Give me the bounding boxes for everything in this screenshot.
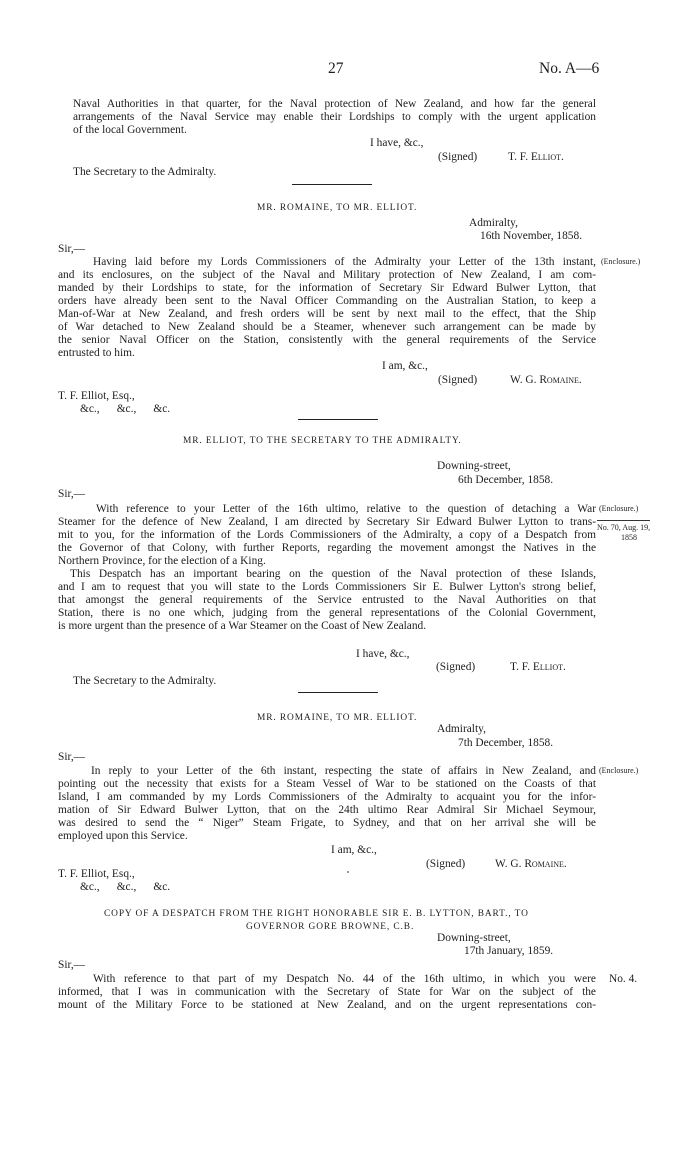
addressee: The Secretary to the Admiralty. bbox=[73, 675, 217, 687]
body-line: the senior Naval Officer on the Station, consistently with the general requirements of the Service bbox=[58, 334, 596, 346]
body-line: and its enclosures, on the subject of the Naval and Military protection of New Zealand, I am com- bbox=[58, 269, 596, 281]
letter-heading: MR. ROMAINE, TO MR. ELLIOT. bbox=[257, 713, 418, 723]
body-line: Island, I am commanded by my Lords Commissioners of the Admiralty to acquaint you for the infor- bbox=[58, 791, 596, 803]
salutation: Sir,— bbox=[58, 751, 86, 763]
body-line: Station, there is no one which, judging from the general representations of the Colonial Government, bbox=[58, 607, 596, 619]
letter-place: Admiralty, bbox=[469, 217, 518, 229]
closing: I have, &c., bbox=[370, 137, 424, 149]
ink-speck bbox=[347, 871, 349, 873]
salutation: Sir,— bbox=[58, 959, 86, 971]
letter-heading: COPY OF A DESPATCH FROM THE RIGHT HONORABLE SIR E. B. LYTTON, BART., TO bbox=[104, 909, 529, 919]
letter-heading-line-2: GOVERNOR GORE BROWNE, C.B. bbox=[246, 922, 415, 932]
letter-date: 17th January, 1859. bbox=[464, 945, 554, 957]
body-line: orders have already been sent to the Naval Officer Commanding on the Australian Station, to keep a bbox=[58, 295, 596, 307]
body-line: and I am to request that you will state to the Lords Commissioners Sir E. Bulwer Lytton's strong belief, bbox=[58, 581, 596, 593]
addressee-etc: &c., &c., &c. bbox=[80, 403, 171, 415]
body-line: manded by their Lordships to state, for the information of Secretary Sir Edward Bulwer Lytton, that bbox=[58, 282, 596, 294]
body-line: Naval Authorities in that quarter, for the Naval protection of New Zealand, and how far the general bbox=[73, 98, 596, 110]
body-line: Having laid before my Lords Commissioners of the Admiralty your Letter of the 13th instant, bbox=[93, 256, 596, 268]
body-line: arrangements of the Naval Service may enable their Lordships to comply with the urgent application bbox=[73, 111, 596, 123]
body-line: Steamer for the defence of New Zealand, I am directed by Secretary Sir Edward Bulwer Lytton to trans- bbox=[58, 516, 596, 528]
signatory: W. G. Romaine. bbox=[495, 858, 567, 870]
signatory: T. F. Elliot. bbox=[508, 151, 564, 163]
closing: I have, &c., bbox=[356, 648, 410, 660]
margin-note-enclosure: (Enclosure.) bbox=[599, 504, 639, 513]
body-line: that amongst the general requirements of the Service entrusted to the Naval Authorities on that bbox=[58, 594, 596, 606]
signatory: W. G. Romaine. bbox=[510, 374, 582, 386]
margin-note-enclosure: (Enclosure.) bbox=[601, 257, 641, 266]
letter-place: Downing-street, bbox=[437, 932, 511, 944]
margin-note-enclosure: (Enclosure.) bbox=[599, 766, 639, 775]
body-line: With reference to your Letter of the 16th ultimo, relative to the question of detaching a War bbox=[96, 503, 596, 515]
body-line: the Governor of that Colony, with further Reports, regarding the movement amongst the Natives in the bbox=[58, 542, 596, 554]
addressee: The Secretary to the Admiralty. bbox=[73, 166, 217, 178]
salutation: Sir,— bbox=[58, 488, 86, 500]
letter-place: Admiralty, bbox=[437, 723, 486, 735]
body-line: of the local Government. bbox=[73, 124, 187, 136]
body-line: In reply to your Letter of the 6th instant, respecting the state of affairs in New Zealand, and bbox=[91, 765, 596, 777]
signed-label: (Signed) bbox=[436, 661, 476, 673]
letter-date: 7th December, 1858. bbox=[458, 737, 554, 749]
margin-note-year: 1858 bbox=[621, 533, 637, 542]
letter-date: 16th November, 1858. bbox=[480, 230, 583, 242]
signed-label: (Signed) bbox=[438, 151, 478, 163]
margin-note-reference: No. 4. bbox=[609, 973, 638, 985]
addressee: T. F. Elliot, Esq., bbox=[58, 868, 135, 880]
letter-place: Downing-street, bbox=[437, 460, 511, 472]
body-line: With reference to that part of my Despatch No. 44 of the 16th ultimo, in which you were bbox=[93, 973, 596, 985]
addressee-etc: &c., &c., &c. bbox=[80, 881, 171, 893]
signed-label: (Signed) bbox=[438, 374, 478, 386]
addressee: T. F. Elliot, Esq., bbox=[58, 390, 135, 402]
body-line: was desired to send the “ Niger” Steam Frigate, to Sydney, and that on her arrival she will be bbox=[58, 817, 596, 829]
document-reference: No. A—6 bbox=[539, 60, 600, 77]
signatory: T. F. Elliot. bbox=[510, 661, 566, 673]
body-line: Man-of-War at New Zealand, and fresh orders will be sent by next mail to the effect, that the Ship bbox=[58, 308, 596, 320]
body-line: This Despatch has an important bearing on the question of the Naval protection of these Islands, bbox=[70, 568, 596, 580]
body-line: employed upon this Service. bbox=[58, 830, 188, 842]
body-line: informed, that I was in communication with the Secretary of State for War on the subject of the bbox=[58, 986, 596, 998]
body-line: Northern Province, for the election of a King. bbox=[58, 555, 266, 567]
closing: I am, &c., bbox=[331, 844, 377, 856]
body-line: pointing out the necessity that exists for a Steam Vessel of War to be stationed on the Coasts of that bbox=[58, 778, 596, 790]
body-line: mation of Sir Edward Bulwer Lytton, that on the 24th ultimo Rear Admiral Sir Michael Seymour, bbox=[58, 804, 596, 816]
letter-heading: MR. ELLIOT, TO THE SECRETARY TO THE ADMIRALTY. bbox=[183, 436, 462, 446]
body-line: entrusted to him. bbox=[58, 347, 135, 359]
divider-rule bbox=[292, 184, 372, 185]
letter-heading: MR. ROMAINE, TO MR. ELLIOT. bbox=[257, 203, 418, 213]
page-number: 27 bbox=[328, 60, 344, 77]
closing: I am, &c., bbox=[382, 360, 428, 372]
letter-date: 6th December, 1858. bbox=[458, 474, 554, 486]
divider-rule bbox=[298, 692, 378, 693]
margin-note-despatch: No. 70, Aug. 19, bbox=[597, 520, 650, 532]
body-line: mit to you, for the information of the Lords Commissioners of the Admiralty, a copy of a Despatch from bbox=[58, 529, 596, 541]
signed-label: (Signed) bbox=[426, 858, 466, 870]
body-line: of War detached to New Zealand should be a Steamer, whenever such arrangement can be made by bbox=[58, 321, 596, 333]
body-line: is more urgent than the presence of a War Steamer on the Coast of New Zealand. bbox=[58, 620, 427, 632]
divider-rule bbox=[298, 419, 378, 420]
body-line: mount of the Military Force to be stationed at New Zealand, and on the urgent representations con- bbox=[58, 999, 596, 1011]
salutation: Sir,— bbox=[58, 243, 86, 255]
